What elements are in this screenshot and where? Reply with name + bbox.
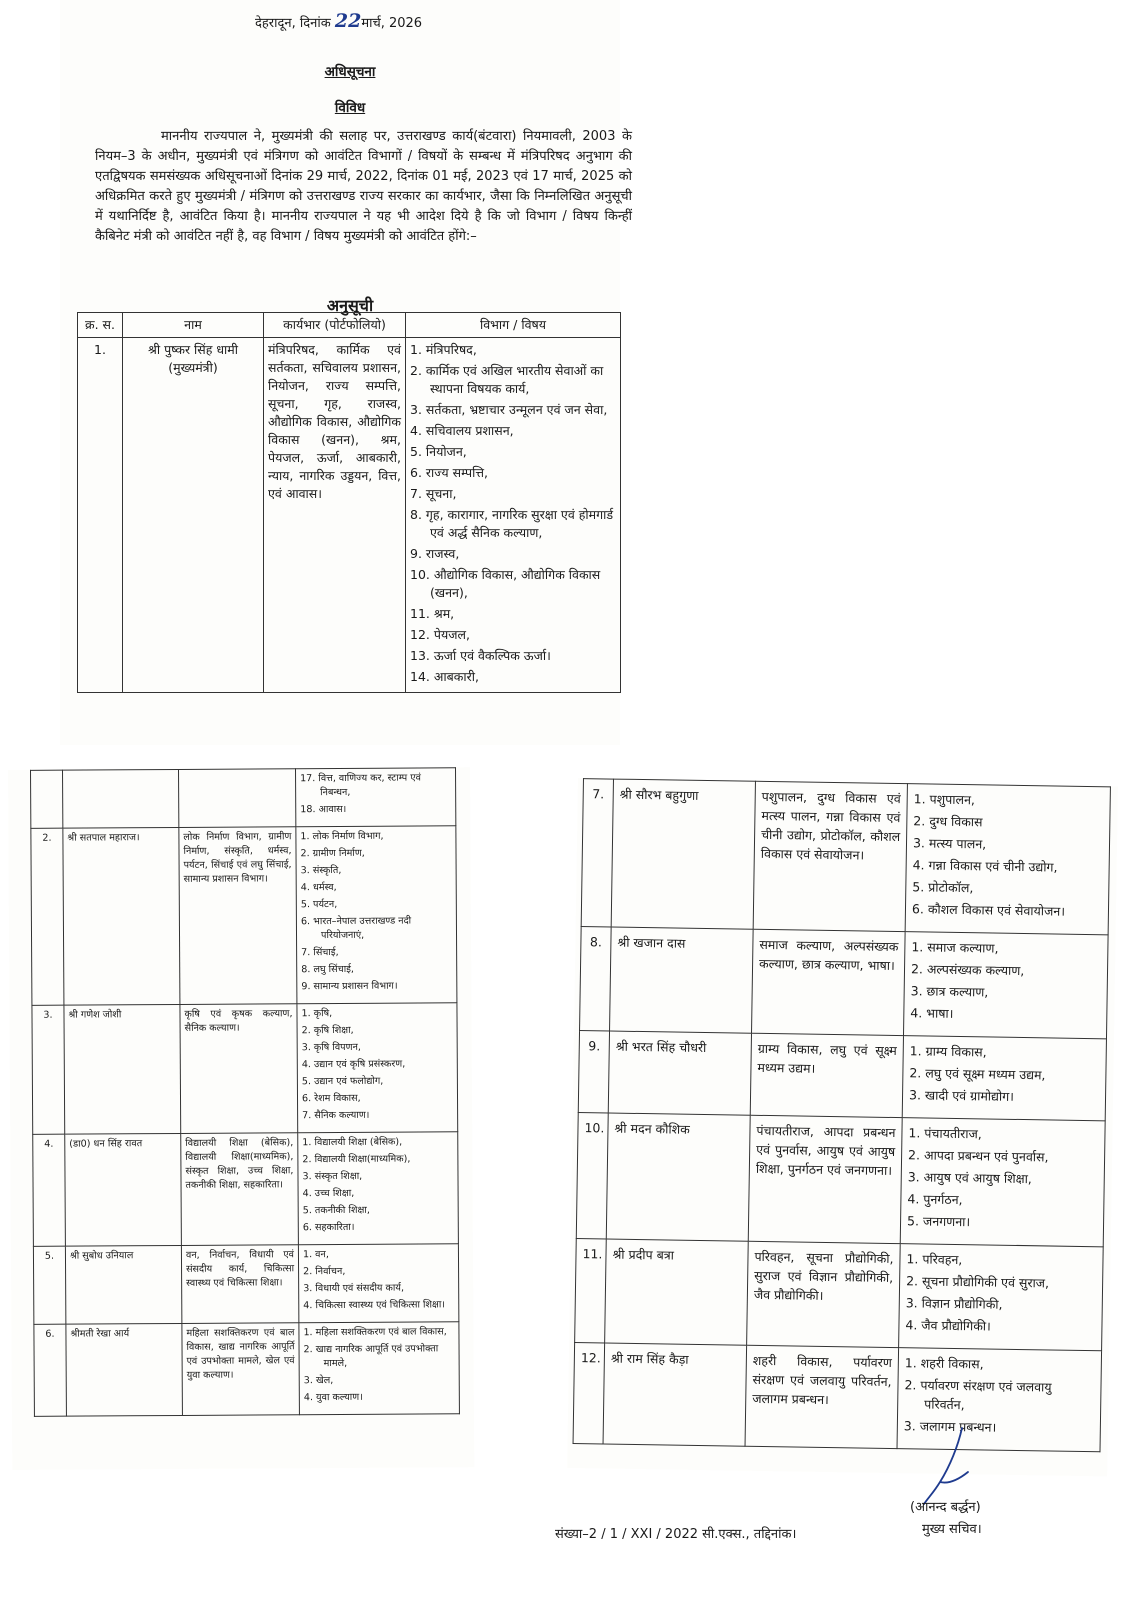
portfolio-text: कृषि एवं कृषक कल्याण, सैनिक कल्याण। — [180, 1004, 298, 1134]
department-list-cell — [298, 1132, 459, 1245]
department-list — [301, 1006, 453, 1123]
department-item: 2. दुग्ध विकास — [913, 813, 983, 830]
department-item: 2. सूचना प्रौद्योगिकी एवं सुराज, — [906, 1273, 1050, 1291]
department-list-cell — [406, 338, 621, 693]
minister-name: श्री प्रदीप बत्रा — [605, 1239, 749, 1345]
place-date-prefix: देहरादून, दिनांक — [255, 16, 331, 31]
department-item: 7. सैनिक कल्याण। — [302, 1109, 370, 1122]
department-list-cell — [299, 1322, 460, 1415]
table-row — [580, 927, 1109, 1039]
department-item: 2. कार्मिक एवं अखिल भारतीय सेवाओं का स्थापना विषयक कार्य, — [410, 363, 604, 396]
minister-name: श्री राम सिंह कैड़ा — [603, 1343, 747, 1446]
department-list — [302, 1135, 454, 1235]
department-list — [300, 771, 451, 817]
place-date-line — [255, 10, 422, 32]
schedule-title: अनुसूची — [326, 296, 374, 315]
department-item: 8. लघु सिंचाई, — [301, 963, 354, 976]
department-item: 4. उच्च शिक्षा, — [302, 1187, 355, 1200]
department-list — [303, 1247, 454, 1313]
department-item: 6. भारत–नेपाल उत्तराखण्ड नदी परियोजनाएं, — [300, 915, 412, 942]
department-item: 10. औद्योगिक विकास, औद्योगिक विकास (खनन), — [410, 567, 601, 600]
place-date-suffix: मार्च, 2026 — [361, 16, 423, 31]
portfolio-text: परिवहन, सूचना प्रौद्योगिकी, सुराज एवं विज्ञान प्रौद्योगिकी, जैव प्रौद्योगिकी। — [747, 1241, 901, 1347]
header-departments: विभाग / विषय — [406, 313, 621, 338]
portfolio-text: लोक निर्माण विभाग, ग्रामीण निर्माण, संस्कृति, धर्मस्व, पर्यटन, सिंचाई एवं लघु सिंचाई, सामान्य प्रशासन विभाग। — [179, 827, 297, 1005]
department-item: 3. मत्स्य पालन, — [912, 835, 987, 852]
serial-number: 9. — [578, 1031, 609, 1113]
department-item: 6. रेशम विकास, — [301, 1092, 361, 1105]
department-item: 5. नियोजन, — [410, 444, 467, 459]
serial-number: 8. — [580, 927, 612, 1031]
department-item: 1. कृषि, — [301, 1008, 333, 1020]
header-name: नाम — [123, 313, 264, 338]
signatory-designation: मुख्य सचिव। — [922, 1522, 982, 1537]
department-item: 6. सहकारिता। — [302, 1221, 355, 1234]
department-list — [905, 1249, 1096, 1337]
department-item: 5. पर्यटन, — [300, 898, 338, 911]
department-item: 3. विधायी एवं संसदीय कार्य, — [303, 1282, 405, 1295]
department-item: 7. सूचना, — [410, 486, 457, 501]
serial-number: 10. — [576, 1113, 608, 1239]
department-list-cell — [295, 768, 455, 827]
portfolio-text: पशुपालन, दुग्ध विकास एवं मत्स्य पालन, गन्ना विकास एवं चीनी उद्योग, प्रोटोकॉल, कौशल विकास एवं सेवायोजन। — [753, 781, 907, 931]
department-list — [300, 829, 452, 994]
department-item: 1. पंचायतीराज, — [908, 1125, 982, 1142]
department-item: 2. लघु एवं सूक्ष्म मध्यम उद्यम, — [909, 1065, 1046, 1083]
department-list — [912, 789, 1104, 921]
department-item: 3. आयुष एवं आयुष शिक्षा, — [907, 1169, 1032, 1187]
table-row — [33, 1244, 458, 1325]
minister-name: श्री सतपाल महाराज। — [63, 827, 180, 1005]
department-item: 1. समाज कल्याण, — [911, 939, 999, 956]
department-item: 1. पशुपालन, — [913, 791, 976, 808]
header-portfolio: कार्यभार (पोर्टफोलियो) — [264, 313, 406, 338]
department-item: 4. चिकित्सा स्वास्थ्य एवं चिकित्सा शिक्षा। — [303, 1299, 446, 1312]
table-row — [32, 1003, 458, 1135]
serial-number: 1. — [78, 338, 123, 693]
serial-number: 11. — [575, 1239, 607, 1343]
minister-name — [63, 769, 179, 828]
department-item: 3. खादी एवं ग्रामोद्योग। — [908, 1087, 1015, 1104]
table-row — [573, 1343, 1102, 1452]
portfolio-text: शहरी विकास, पर्यावरण संरक्षण एवं जलवायु परिवर्तन, जलागम प्रबन्धन। — [745, 1345, 899, 1448]
department-list — [907, 1123, 1099, 1233]
department-item: 5. प्रोटोकॉल, — [912, 879, 974, 896]
serial-number: 5. — [33, 1246, 65, 1324]
serial-number: 12. — [573, 1343, 605, 1444]
table-row — [575, 1239, 1104, 1351]
department-item: 4. युवा कल्याण। — [303, 1391, 363, 1404]
department-item: 4. पुनर्गठन, — [907, 1191, 963, 1208]
portfolio-text: पंचायतीराज, आपदा प्रबन्धन एवं पुनर्वास, आयुष एवं आयुष शिक्षा, पुनर्गठन एवं जनगणना। — [748, 1115, 902, 1243]
department-list-cell — [903, 932, 1108, 1039]
department-item: 1. महिला सशक्तिकरण एवं बाल विकास, — [303, 1326, 447, 1339]
department-item: 1. परिवहन, — [906, 1251, 963, 1268]
department-item: 3. संस्कृत शिक्षा, — [302, 1170, 363, 1183]
department-list — [909, 1041, 1100, 1107]
minister-name: श्री पुष्कर सिंह धामी (मुख्यमंत्री) — [123, 338, 264, 693]
portfolio-text: वन, निर्वाचन, विधायी एवं संसदीय कार्य, चिकित्सा स्वास्थ्य एवं चिकित्सा शिक्षा। — [181, 1245, 298, 1324]
department-list-cell — [900, 1118, 1105, 1247]
department-list-cell — [905, 784, 1110, 935]
minister-name: श्री मदन कौशिक — [606, 1113, 750, 1241]
department-item: 2. खाद्य नागरिक आपूर्ति एवं उपभोक्ता मामले, — [303, 1343, 439, 1370]
department-item: 4. उद्यान एवं कृषि प्रसंस्करण, — [301, 1058, 406, 1071]
serial-number — [31, 770, 63, 828]
portfolio-text: समाज कल्याण, अल्पसंख्यक कल्याण, छात्र कल्याण, भाषा। — [752, 929, 906, 1035]
notification-subtitle: विविध — [334, 100, 366, 116]
department-item: 1. मंत्रिपरिषद, — [410, 342, 477, 357]
department-item: 6. कौशल विकास एवं सेवायोजन। — [911, 901, 1066, 919]
table-row — [78, 338, 621, 693]
table-row — [578, 1031, 1106, 1121]
serial-number: 7. — [581, 779, 613, 927]
notification-page-right — [567, 778, 1118, 1476]
department-item: 4. गन्ना विकास एवं चीनी उद्योग, — [912, 857, 1058, 875]
minister-name: श्री गणेश जोशी — [64, 1004, 181, 1134]
table-header-row — [78, 313, 621, 338]
table-row — [33, 1132, 459, 1247]
department-item: 3. खेल, — [303, 1375, 334, 1387]
department-item: 5. उद्यान एवं फलोद्योग, — [301, 1075, 384, 1088]
minister-name: श्री खजान दास — [610, 927, 754, 1033]
notification-title: अधिसूचना — [324, 64, 376, 80]
department-list — [910, 937, 1101, 1025]
table-row — [31, 768, 456, 829]
portfolio-text: महिला सशक्तिकरण एवं बाल विकास, खाद्य नागरिक आपूर्ति एवं उपभोक्ता मामले, खेल एवं युवा कल्याण। — [182, 1323, 300, 1416]
department-list-cell — [902, 1036, 1106, 1121]
portfolio-text: विद्यालयी शिक्षा (बेसिक), विद्यालयी शिक्षा(माध्यमिक), संस्कृत शिक्षा, उच्च शिक्षा, तकनीकी शिक्षा, सहकारिता। — [181, 1133, 299, 1246]
schedule-table-part-1 — [77, 312, 621, 693]
department-item: 5. तकनीकी शिक्षा, — [302, 1204, 370, 1217]
department-item: 4. धर्मस्व, — [300, 881, 337, 894]
department-item: 4. भाषा। — [910, 1005, 954, 1021]
department-list — [303, 1325, 454, 1405]
department-item: 4. जैव प्रौद्योगिकी। — [905, 1317, 991, 1334]
table-row — [581, 779, 1110, 935]
header-serial-number: क्र. स. — [78, 313, 123, 338]
handwritten-day: 22 — [334, 10, 362, 32]
department-item: 1. वन, — [302, 1249, 329, 1261]
department-item: 1. शहरी विकास, — [904, 1355, 984, 1372]
department-item: 3. संस्कृति, — [300, 864, 342, 877]
table-row — [31, 826, 457, 1006]
department-item: 6. राज्य सम्पत्ति, — [410, 465, 489, 480]
department-item: 4. सचिवालय प्रशासन, — [410, 423, 514, 438]
department-item: 2. कृषि शिक्षा, — [301, 1024, 354, 1037]
table-row — [576, 1113, 1105, 1247]
serial-number: 3. — [32, 1005, 65, 1134]
department-item: 8. गृह, कारागार, नागरिक सुरक्षा एवं होमगार्ड एवं अर्द्ध सैनिक कल्याण, — [410, 507, 614, 540]
department-item: 9. सामान्य प्रशासन विभाग। — [301, 980, 398, 993]
minister-name: श्री सौरभ बहुगुणा — [611, 779, 755, 929]
department-list-cell — [297, 1003, 458, 1133]
department-item: 2. पर्यावरण संरक्षण एवं जलवायु परिवर्तन, — [904, 1377, 1052, 1413]
department-item: 7. सिंचाई, — [301, 946, 339, 959]
department-item: 5. जनगणना। — [906, 1213, 971, 1230]
schedule-table-part-2 — [30, 767, 460, 1417]
department-item: 1. लोक निर्माण विभाग, — [300, 830, 384, 843]
portfolio-text: ग्राम्य विकास, लघु एवं सूक्ष्म मध्यम उद्यम। — [750, 1033, 903, 1117]
signature-scribble — [918, 1426, 978, 1506]
department-item: 12. पेयजल, — [410, 627, 470, 642]
department-item: 14. आबकारी, — [410, 669, 479, 684]
minister-name: (डा0) धन सिंह रावत — [65, 1133, 182, 1246]
department-list-cell — [298, 1244, 458, 1323]
serial-number: 2. — [31, 828, 64, 1005]
department-item: 2. निर्वाचन, — [303, 1265, 346, 1278]
department-item: 17. वित्त, वाणिज्य कर, स्टाम्प एवं निबन्धन, — [300, 772, 421, 799]
department-item: 2. अल्पसंख्यक कल्याण, — [910, 961, 1025, 979]
portfolio-text — [178, 769, 295, 828]
department-item: 9. राजस्व, — [410, 546, 460, 561]
notification-page-left — [8, 767, 474, 1470]
department-item: 3. कृषि विपणन, — [301, 1041, 361, 1054]
department-item: 2. ग्रामीण निर्माण, — [300, 847, 365, 860]
schedule-table-part-3 — [573, 778, 1111, 1452]
department-item: 2. आपदा प्रबन्धन एवं पुनर्वास, — [908, 1147, 1049, 1165]
serial-number: 4. — [33, 1134, 66, 1246]
department-item: 11. श्रम, — [410, 606, 455, 621]
department-item: 3. छात्र कल्याण, — [910, 983, 989, 1000]
signatory-name: (आनन्द बर्द्धन) — [910, 1500, 981, 1515]
notification-body: माननीय राज्यपाल ने, मुख्यमंत्री की सलाह पर, उत्तराखण्ड कार्य(बंटवारा) नियमावली, 2003 के नियम–3 के अधीन, मुख्यमंत्री एवं मंत्रिगण को आवंटित विभागों / विषयों के सम्बन्ध में मंत्रिपरिषद अनुभाग की एतद्विषयक समसंख्यक अधिसूचनाओं दिनांक 29 मार्च, 2022, दिनांक 01 मई, 2023 एवं 17 मार्च, 2025 को अधिक्रमित करते हुए मुख्यमंत्री / मंत्रिगण को उत्तराखण्ड राज्य सरकार का कार्यभार, जैसा कि निम्नलिखित अनुसूची में यथानिर्दिष्ट है, आवंटित किया है। माननीय राज्यपाल ने यह भी आदेश दिये है कि जो विभाग / विषय किन्हीं कैबिनेट मंत्री को आवंटित नहीं है, वह विभाग / विषय मुख्यमंत्री को आवंटित होंगे:– — [95, 129, 632, 244]
department-item: 1. ग्राम्य विकास, — [909, 1043, 987, 1060]
department-item: 3. विज्ञान प्रौद्योगिकी, — [905, 1295, 1003, 1312]
department-item: 18. आवास। — [300, 803, 347, 816]
department-item: 13. ऊर्जा एवं वैकल्पिक ऊर्जा। — [410, 648, 551, 663]
department-list-cell — [899, 1244, 1104, 1351]
department-item: 2. विद्यालयी शिक्षा(माध्यमिक), — [302, 1153, 411, 1166]
department-list-cell — [296, 826, 457, 1004]
reference-number: संख्या–2 / 1 / XXI / 2022 सी.एक्स., तद्दिनांक। — [555, 1527, 797, 1542]
notification-page-top — [60, 0, 632, 745]
portfolio-text: मंत्रिपरिषद, कार्मिक एवं सर्तकता, सचिवालय प्रशासन, नियोजन, राज्य सम्पत्ति, सूचना, गृह, राजस्व, औद्योगिक विकास, औद्योगिक विकास (खनन), श्रम, पेयजल, ऊर्जा, आबकारी, न्याय, नागरिक उड्डयन, वित्त, एवं आवास। — [264, 338, 406, 693]
department-list — [410, 341, 616, 686]
department-item: 3. सर्तकता, भ्रष्टाचार उन्मूलन एवं जन सेवा, — [410, 402, 608, 417]
minister-name: श्रीमती रेखा आर्य — [66, 1323, 183, 1416]
table-row — [34, 1322, 460, 1417]
minister-name: श्री सुबोध उनियाल — [65, 1245, 181, 1324]
department-item: 3. जलागम प्रबन्धन। — [903, 1418, 997, 1435]
serial-number: 6. — [34, 1324, 67, 1416]
minister-name: श्री भरत सिंह चौधरी — [608, 1031, 751, 1115]
department-item: 1. विद्यालयी शिक्षा (बेसिक), — [302, 1136, 403, 1149]
